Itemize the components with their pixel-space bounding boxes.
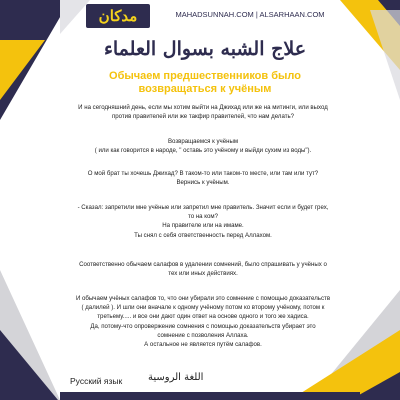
paragraph-2 <box>58 137 348 155</box>
paragraph-5 <box>58 260 348 278</box>
paragraph-line: Вернись к учёным. <box>176 179 230 187</box>
paragraph-line: И обычаем учёных салафов то, что они убирали это сомнение с помощью доказательств <box>75 295 331 302</box>
language-label-arabic: اللغة الروسية <box>148 372 204 383</box>
paragraph-line: Возвращаемся к учёным <box>167 138 239 145</box>
paragraph-line: против правителей или же такфир правителей, что нам делать? <box>111 113 295 121</box>
paragraph-line: - Сказал: запретили мне учёные или запретил мне правитель. Значит если и будет грех, <box>77 204 329 211</box>
language-label-russian: Русский язык <box>70 376 123 386</box>
paragraph-line: Да, потому-что опровержение сомнения с помощью доказательств убирает это <box>90 322 316 330</box>
arabic-title: علاج الشبه بسوال العلماء <box>103 38 307 60</box>
paragraph-line: ( далилей ). И шли они вначале к одному учёному потом ко второму учёному, потом к <box>81 304 325 312</box>
website-urls: MAHADSUNNAH.COM | ALSARHAAN.COM <box>175 10 325 19</box>
paragraph-line: О мой брат ты хочешь Джихад? В таком-то или таком-то месте, или там или тут? <box>87 170 319 177</box>
russian-title-line-1: Обычаем предшественников было <box>109 70 301 82</box>
paragraph-line: сомнение с позволения Аллаха. <box>157 331 249 339</box>
logo-text: مدكان <box>98 6 138 25</box>
paragraph-3 <box>58 169 348 187</box>
russian-title-line-2: возвращаться к учёным <box>138 83 272 95</box>
paragraph-line: третьему..... и все они дают один ответ на основе одного и того же хадиса. <box>97 313 309 321</box>
top-right-grey-triangle <box>370 10 400 100</box>
bottom-left-navy-triangle <box>0 330 58 400</box>
paragraph-6 <box>58 294 348 349</box>
paragraph-1 <box>58 103 348 121</box>
paragraph-line: На правителе или на имаме. <box>162 222 244 230</box>
paragraph-line: А остальное не является путём салафов. <box>144 341 262 349</box>
paragraph-line: тех или иных действиях. <box>168 270 238 278</box>
paragraph-line: Ты снял с себя ответственность перед Аллахом. <box>134 231 272 239</box>
paragraph-line: то на ком? <box>188 213 218 221</box>
footer-bar <box>60 392 360 400</box>
top-left-yellow-triangle <box>0 40 45 100</box>
russian-title <box>70 70 340 96</box>
paragraph-line: Соответственно обычаем салафов в удалении сомнений, было спрашивать у учёных о <box>79 261 327 268</box>
paragraph-line: ( или как говорится в народе, " оставь это учёному и выйди сухим из воды"). <box>94 147 312 155</box>
paragraph-4 <box>58 203 348 240</box>
paragraph-line: И на сегодняшний день, если мы хотим выйти на Джихад или же на митинги, или выход <box>78 104 328 111</box>
site-logo <box>86 4 150 28</box>
